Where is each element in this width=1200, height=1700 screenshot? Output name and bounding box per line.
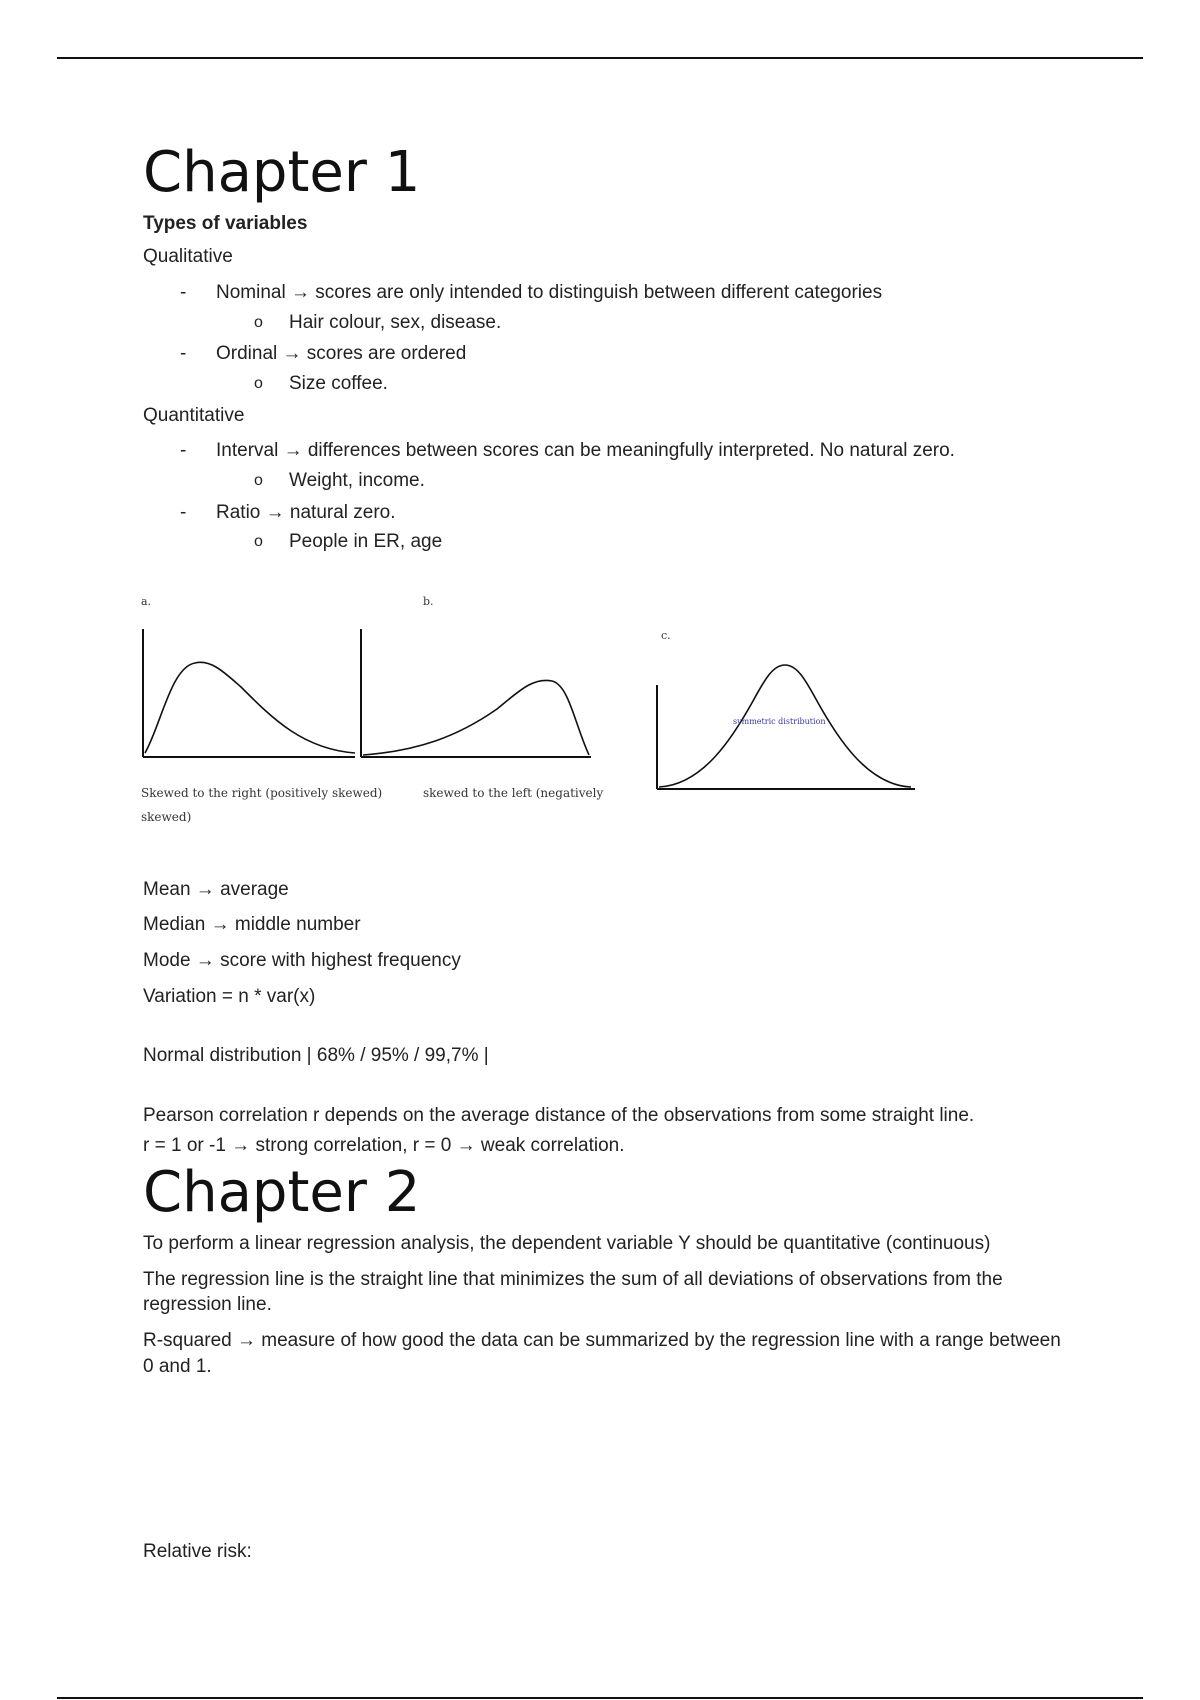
spacer [143,1389,1063,1539]
sublist [216,529,1063,555]
interval-item: Interval → differences between scores can be meaningfully interpreted. No natural zero. [216,440,955,462]
figure-a-right-skew-curve [133,615,363,765]
nominal-example: o Hair colour, sex, disease. [216,310,1063,336]
distribution-figures [133,595,1063,865]
mode-line: Mode → score with highest frequency [143,950,461,972]
figure-b-letter: b. [423,594,434,608]
interval-example: o Weight, income. [216,468,1063,494]
quantitative-list [143,438,1063,555]
footer-rule [57,1697,1143,1699]
sublist [216,371,1063,397]
figure-b-caption: skewed to the left (negatively [423,785,604,800]
chapter-1-title: Chapter 1 [143,140,421,205]
ordinal-item: Ordinal → scores are ordered [216,343,467,365]
median-line: Median → middle number [143,914,361,936]
document-body [143,130,1063,1575]
sublist [216,468,1063,494]
figure-a-letter: a. [141,594,152,608]
quantitative-heading: Quantitative [143,404,245,426]
figure-c-letter: c. [661,628,671,642]
figure-a-caption-line2: skewed) [141,809,192,824]
normal-distribution-line: Normal distribution | 68% / 95% / 99,7% | [143,1045,489,1067]
figure-a-caption: Skewed to the right (positively skewed) [141,785,383,800]
list-item [143,500,1063,555]
figure-c-inner-label: symmetric distribution [733,716,826,726]
list-item [143,341,1063,396]
relative-risk-label: Relative risk: [143,1541,252,1563]
header-rule [57,57,1143,59]
ratio-example: o People in ER, age [216,529,1063,555]
pearson-line-2: r = 1 or -1 → strong correlation, r = 0 → weak correlation. [143,1134,625,1156]
spacer [143,1079,1063,1103]
variation-line: Variation = n * var(x) [143,985,316,1007]
ordinal-example: o Size coffee. [216,371,1063,397]
nominal-item: Nominal → scores are only intended to distinguish between different categories [216,282,883,304]
figure-b-left-skew-curve [357,615,597,765]
list-item [143,280,1063,335]
r-squared-p3: R-squared → measure of how good the data can be summarized by the regression line with a range between 0 and 1. [143,1330,1061,1377]
regression-p1: To perform a linear regression analysis, the dependent variable Y should be quantitative (continuous) [143,1233,991,1255]
chapter-2-title: Chapter 2 [143,1160,421,1226]
regression-p2: The regression line is the straight line that minimizes the sum of all deviations of observations from the regression line. [143,1268,1003,1316]
qualitative-list [143,280,1063,397]
pearson-line-1: Pearson correlation r depends on the average distance of the observations from some straight line. [143,1105,975,1127]
mean-line: Mean → average [143,878,289,900]
list-item [143,438,1063,493]
ratio-item: Ratio → natural zero. [216,501,396,523]
sublist [216,310,1063,336]
types-of-variables-heading: Types of variables [143,212,308,234]
spacer [143,1019,1063,1043]
qualitative-heading: Qualitative [143,246,233,268]
